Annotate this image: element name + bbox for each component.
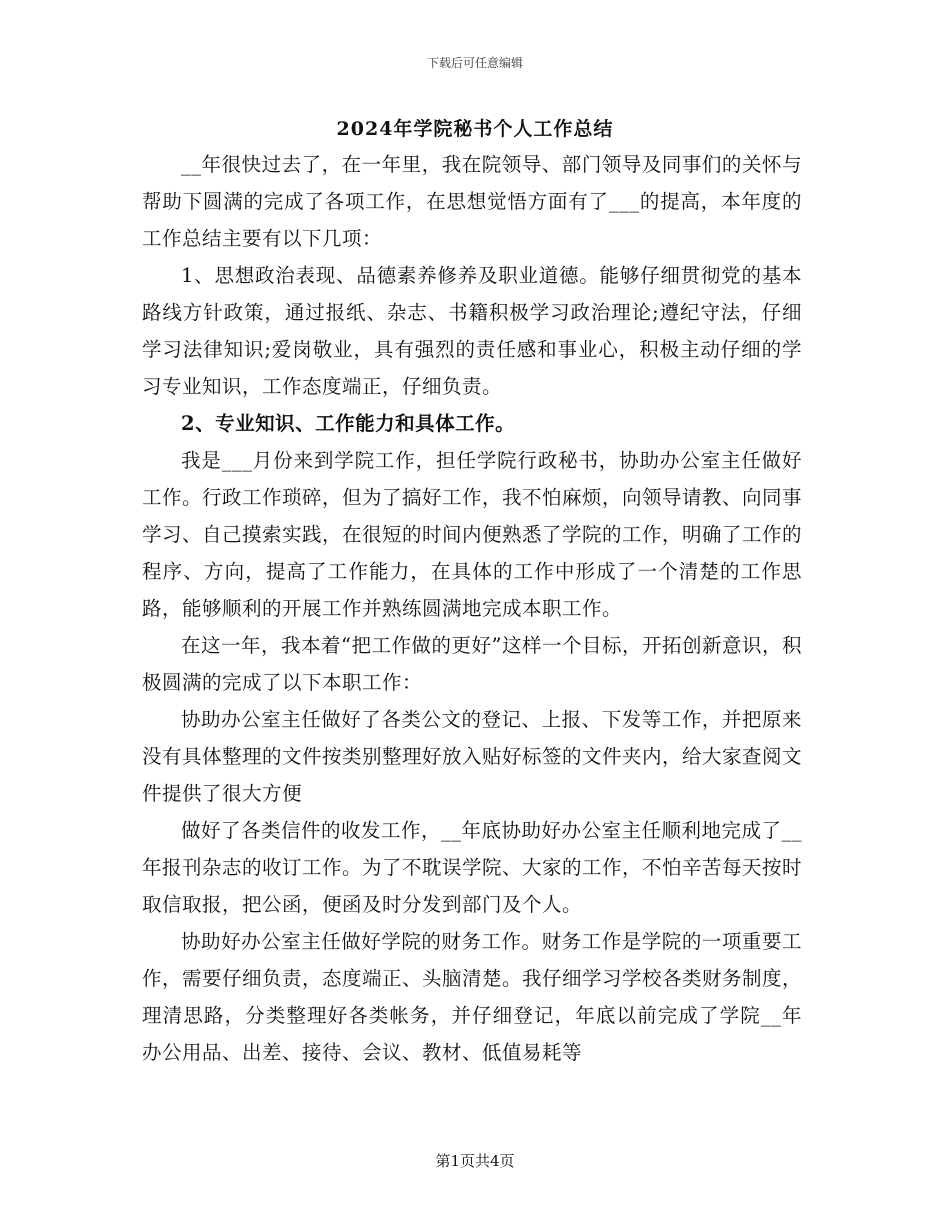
- paragraph-mail: 做好了各类信件的收发工作，__年底协助好办公室主任顺利地完成了__年报刊杂志的收订工作。为了不耽误学院、大家的工作，不怕辛苦每天按时取信取报，把公函，便函及时分发到部门及个人。: [142, 819, 803, 916]
- document-body: [142, 146, 802, 1071]
- paragraph-finance: 协助好办公室主任做好学院的财务工作。财务工作是学院的一项重要工作，需要仔细负责，态度端正、头脑清楚。我仔细学习学校各类财务制度，理清思路，分类整理好各类帐务，并仔细登记，年底以前完成了学院__年办公用品、出差、接待、会议、教材、低值易耗等: [142, 930, 803, 1064]
- page-indicator: 第1页共4页: [435, 1152, 515, 1170]
- header-note: 下载后可任意编辑: [426, 56, 523, 70]
- paragraph-work-start: 我是___月份来到学院工作，担任学院行政秘书，协助办公室主任做好工作。行政工作琐碎，但为了搞好工作，我不怕麻烦，向领导请教、向同事学习、自己摸索实践，在很短的时间内便熟悉了学院的工作，明确了工作的程序、方向，提高了工作能力，在具体的工作中形成了一个清楚的工作思路，能够顺利的开展工作并熟练圆满地完成本职工作。: [142, 449, 803, 620]
- section-heading-2: 2、专业知识、工作能力和具体工作。: [181, 412, 516, 435]
- paragraph-documents: 协助办公室主任做好了各类公文的登记、上报、下发等工作，并把原来没有具体整理的文件按类别整理好放入贴好标签的文件夹内，给大家查阅文件提供了很大方便: [142, 708, 803, 805]
- paragraph-section-1: 1、思想政治表现、品德素养修养及职业道德。能够仔细贯彻党的基本路线方针政策，通过报纸、杂志、书籍积极学习政治理论;遵纪守法，仔细学习法律知识;爱岗敬业，具有强烈的责任感和事业心，积极主动仔细的学习专业知识，工作态度端正，仔细负责。: [142, 264, 802, 398]
- paragraph-goal: 在这一年，我本着“把工作做的更好”这样一个目标，开拓创新意识，积极圆满的完成了以下本职工作：: [142, 634, 802, 694]
- paragraph-intro: __年很快过去了，在一年里，我在院领导、部门领导及同事们的关怀与帮助下圆满的完成了各项工作，在思想觉悟方面有了___的提高，本年度的工作总结主要有以下几项：: [142, 153, 802, 250]
- document-title: 2024年学院秘书个人工作总结: [336, 118, 614, 140]
